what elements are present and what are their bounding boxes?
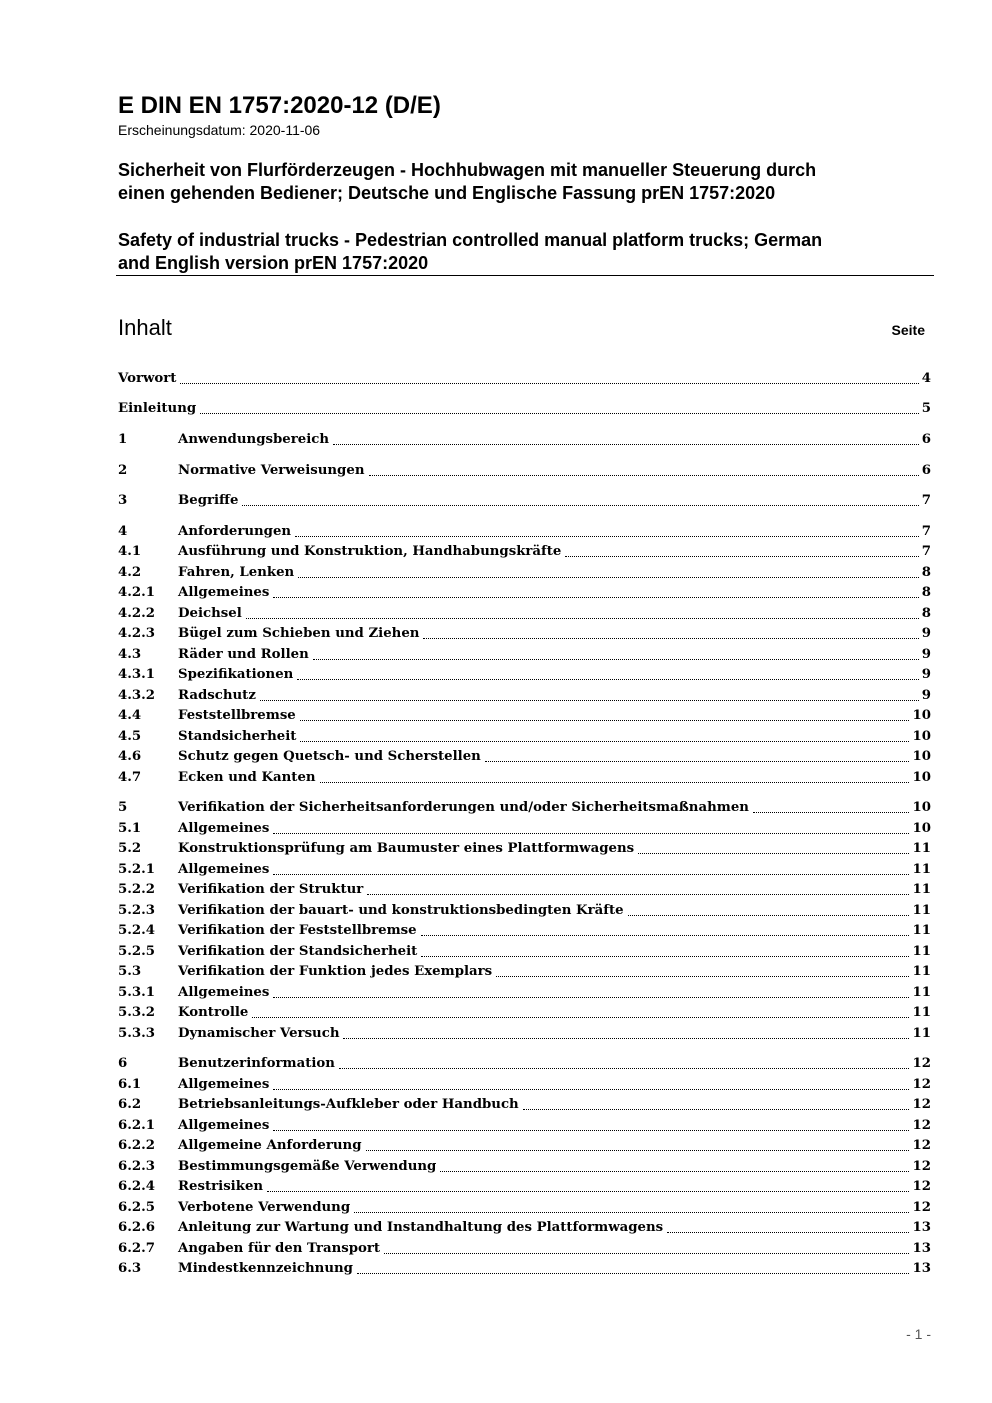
toc-entry-number: 4.2.1 <box>118 585 156 600</box>
toc-entry[interactable] <box>118 461 931 481</box>
toc-dot-leader <box>297 679 918 680</box>
toc-entry-page: 10 <box>912 708 931 723</box>
toc-entry-number: 4.3.2 <box>118 688 156 703</box>
toc-entry-page: 12 <box>912 1118 931 1133</box>
toc-entry-page: 10 <box>912 770 931 785</box>
toc-dot-leader <box>485 761 910 762</box>
toc-dot-leader <box>667 1232 909 1233</box>
toc-entry-title: Radschutz <box>178 688 256 703</box>
toc-entry[interactable] <box>118 369 931 389</box>
toc-dot-leader <box>298 577 919 578</box>
toc-entry[interactable] <box>118 399 931 419</box>
toc-dot-leader <box>496 976 909 977</box>
german-title-line: Sicherheit von Flurförderzeugen - Hochhubwagen mit manueller Steuerung durch <box>118 160 817 180</box>
toc-entry-number: 2 <box>118 463 128 478</box>
toc-entry-number: 3 <box>118 493 128 508</box>
toc-entry-number: 5.2.5 <box>118 944 156 959</box>
toc-entry-page: 11 <box>912 1026 931 1041</box>
toc-entry-number: 5.2.4 <box>118 923 156 938</box>
toc-entry-page: 13 <box>912 1241 931 1256</box>
toc-entry-number: 4.2.2 <box>118 606 156 621</box>
toc-entry-title: Ecken und Kanten <box>178 770 316 785</box>
toc-dot-leader <box>343 1038 909 1039</box>
toc-entry-number: 6.2.2 <box>118 1138 156 1153</box>
toc-dot-leader <box>565 556 918 557</box>
toc-entry-page: 12 <box>912 1159 931 1174</box>
toc-dot-leader <box>333 444 919 445</box>
toc-entry[interactable] <box>118 1136 931 1156</box>
toc-entry[interactable] <box>118 880 931 900</box>
toc-entry[interactable] <box>118 665 931 685</box>
toc-entry[interactable] <box>118 860 931 880</box>
toc-dot-leader <box>300 741 909 742</box>
toc-entry-title: Verifikation der Standsicherheit <box>178 944 418 959</box>
toc-dot-leader <box>753 812 910 813</box>
toc-entry-page: 9 <box>921 626 931 641</box>
toc-entry-title: Räder und Rollen <box>178 647 309 662</box>
toc-entry-number: 6.2.7 <box>118 1241 156 1256</box>
toc-entry-title: Fahren, Lenken <box>178 565 295 580</box>
toc-dot-leader <box>339 1068 910 1069</box>
toc-dot-leader <box>357 1273 910 1274</box>
toc-entry-title: Verifikation der bauart- und konstruktionsbedingten Kräfte <box>178 903 624 918</box>
toc-entry-title: Bestimmungsgemäße Verwendung <box>178 1159 437 1174</box>
toc-entry-number: 6.2.1 <box>118 1118 156 1133</box>
toc-dot-leader <box>354 1212 909 1213</box>
toc-dot-leader <box>273 997 909 998</box>
toc-entry-page: 10 <box>912 749 931 764</box>
toc-entry-page: 7 <box>921 524 931 539</box>
toc-entry[interactable] <box>118 1054 931 1074</box>
toc-entry-title: Allgemeine Anforderung <box>178 1138 362 1153</box>
toc-entry-page: 11 <box>912 923 931 938</box>
toc-entry-page: 6 <box>921 432 931 447</box>
toc-entry[interactable] <box>118 1095 931 1115</box>
toc-entry-number: 4.3 <box>118 647 142 662</box>
toc-entry[interactable] <box>118 798 931 818</box>
toc-entry[interactable] <box>118 1075 931 1095</box>
toc-entry-number: 4.7 <box>118 770 142 785</box>
toc-entry-number: 4.2.3 <box>118 626 156 641</box>
english-title-line: Safety of industrial trucks - Pedestrian controlled manual platform trucks; German <box>118 230 823 250</box>
toc-dot-leader <box>273 597 918 598</box>
toc-entry-title: Benutzerinformation <box>178 1056 335 1071</box>
toc-entry-title: Verifikation der Feststellbremse <box>178 923 417 938</box>
toc-entry-title: Mindestkennzeichnung <box>178 1261 353 1276</box>
toc-entry-page: 11 <box>912 841 931 856</box>
toc-entry-page: 9 <box>921 647 931 662</box>
toc-entry-number: 6.2.5 <box>118 1200 156 1215</box>
toc-dot-leader <box>267 1191 909 1192</box>
toc-entry-title: Betriebsanleitungs-Aufkleber oder Handbuch <box>178 1097 519 1112</box>
toc-entry-page: 12 <box>912 1077 931 1092</box>
toc-entry-title: Standsicherheit <box>178 729 297 744</box>
toc-entry[interactable] <box>118 921 931 941</box>
toc-entry-page: 11 <box>912 903 931 918</box>
toc-entry[interactable] <box>118 583 931 603</box>
toc-entry-page: 10 <box>912 821 931 836</box>
toc-entry[interactable] <box>118 983 931 1003</box>
toc-entry-title: Allgemeines <box>178 862 270 877</box>
toc-entry[interactable] <box>118 747 931 767</box>
toc-entry-page: 9 <box>921 688 931 703</box>
toc-dot-leader <box>252 1017 909 1018</box>
toc-entry-page: 7 <box>921 493 931 508</box>
toc-entry-page: 6 <box>921 463 931 478</box>
toc-entry-page: 11 <box>912 1005 931 1020</box>
toc-entry[interactable] <box>118 491 931 511</box>
toc-dot-leader <box>384 1253 909 1254</box>
toc-entry-page: 4 <box>921 371 931 386</box>
toc-dot-leader <box>313 659 919 660</box>
toc-entry-page: 13 <box>912 1220 931 1235</box>
toc-entry[interactable] <box>118 768 931 788</box>
toc-entry[interactable] <box>118 624 931 644</box>
toc-dot-leader <box>242 505 918 506</box>
english-title-line: and English version prEN 1757:2020 <box>118 253 429 273</box>
toc-entry-number: 1 <box>118 432 128 447</box>
toc-entry[interactable] <box>118 1218 931 1238</box>
toc-entry-title: Anleitung zur Wartung und Instandhaltung des Plattformwagens <box>178 1220 664 1235</box>
toc-entry-title: Begriffe <box>178 493 239 508</box>
toc-entry-title: Deichsel <box>178 606 242 621</box>
toc-entry-number: 5 <box>118 800 128 815</box>
toc-entry-title: Verifikation der Struktur <box>178 882 364 897</box>
toc-page-column-label: Seite <box>891 322 925 338</box>
toc-entry-title: Einleitung <box>118 401 197 416</box>
toc-entry-number: 5.3.2 <box>118 1005 156 1020</box>
toc-entry-number: 6.2.6 <box>118 1220 156 1235</box>
toc-entry-number: 6.2.4 <box>118 1179 156 1194</box>
toc-entry-page: 11 <box>912 882 931 897</box>
toc-entry-page: 11 <box>912 985 931 1000</box>
toc-entry[interactable] <box>118 1259 931 1279</box>
toc-entry-page: 10 <box>912 729 931 744</box>
toc-heading: Inhalt <box>118 315 172 340</box>
toc-entry[interactable] <box>118 819 931 839</box>
toc-entry-number: 4.4 <box>118 708 142 723</box>
toc-entry-page: 12 <box>912 1056 931 1071</box>
page-number: - 1 - <box>906 1326 931 1342</box>
toc-entry-page: 8 <box>921 565 931 580</box>
toc-dot-leader <box>273 874 909 875</box>
toc-entry[interactable] <box>118 522 931 542</box>
toc-entry-page: 11 <box>912 862 931 877</box>
toc-entry-number: 4.5 <box>118 729 142 744</box>
toc-entry-number: 6.1 <box>118 1077 142 1092</box>
toc-entry-number: 6 <box>118 1056 128 1071</box>
toc-entry[interactable] <box>118 706 931 726</box>
toc-entry-page: 7 <box>921 544 931 559</box>
toc-entry-title: Feststellbremse <box>178 708 296 723</box>
toc-entry[interactable] <box>118 686 931 706</box>
toc-dot-leader <box>421 956 909 957</box>
toc-entry-title: Anforderungen <box>178 524 292 539</box>
toc-entry-title: Bügel zum Schieben und Ziehen <box>178 626 420 641</box>
toc-dot-leader <box>320 782 910 783</box>
toc-entry-page: 12 <box>912 1200 931 1215</box>
toc-entry-number: 5.3.1 <box>118 985 156 1000</box>
toc-entry-page: 8 <box>921 606 931 621</box>
toc-entry-number: 6.3 <box>118 1261 142 1276</box>
toc-dot-leader <box>200 413 919 414</box>
toc-dot-leader <box>260 700 919 701</box>
toc-entry-title: Verifikation der Sicherheitsanforderungen und/oder Sicherheitsmaßnahmen <box>178 800 749 815</box>
toc-entry-title: Schutz gegen Quetsch- und Scherstellen <box>178 749 481 764</box>
toc-dot-leader <box>638 853 909 854</box>
toc-dot-leader <box>367 894 909 895</box>
toc-entry[interactable] <box>118 942 931 962</box>
toc-entry-title: Normative Verweisungen <box>178 463 365 478</box>
toc-dot-leader <box>180 383 918 384</box>
toc-entry[interactable] <box>118 1116 931 1136</box>
toc-dot-leader <box>423 638 918 639</box>
toc-entry[interactable] <box>118 430 931 450</box>
toc-dot-leader <box>273 1089 909 1090</box>
toc-entry-title: Spezifikationen <box>178 667 294 682</box>
toc-entry[interactable] <box>118 1239 931 1259</box>
english-title <box>118 229 934 275</box>
toc-entry-title: Verifikation der Funktion jedes Exemplars <box>178 964 493 979</box>
toc-dot-leader <box>523 1109 910 1110</box>
toc-entry[interactable] <box>118 839 931 859</box>
toc-entry[interactable] <box>118 1157 931 1177</box>
toc-dot-leader <box>369 475 919 476</box>
toc-entry-title: Allgemeines <box>178 1118 270 1133</box>
toc-entry-number: 4 <box>118 524 128 539</box>
toc-entry-page: 12 <box>912 1138 931 1153</box>
toc-dot-leader <box>366 1150 910 1151</box>
toc-entry-number: 4.3.1 <box>118 667 156 682</box>
toc-entry-number: 5.2.2 <box>118 882 156 897</box>
title-divider <box>116 275 934 276</box>
toc-entry-number: 5.2.3 <box>118 903 156 918</box>
german-title-line: einen gehenden Bediener; Deutsche und Englische Fassung prEN 1757:2020 <box>118 183 776 203</box>
toc-entry-page: 9 <box>921 667 931 682</box>
toc-entry-title: Restrisiken <box>178 1179 264 1194</box>
toc-entry-page: 11 <box>912 964 931 979</box>
german-title <box>118 159 934 205</box>
toc-entry-page: 8 <box>921 585 931 600</box>
document-id: E DIN EN 1757:2020-12 (D/E) <box>118 92 441 119</box>
toc-entry-title: Allgemeines <box>178 821 270 836</box>
toc-entry-title: Allgemeines <box>178 985 270 1000</box>
toc-entry[interactable] <box>118 1198 931 1218</box>
toc-entry[interactable] <box>118 645 931 665</box>
toc-entry-title: Verbotene Verwendung <box>178 1200 351 1215</box>
toc-entry[interactable] <box>118 727 931 747</box>
toc-dot-leader <box>273 1130 909 1131</box>
toc-entry-number: 4.1 <box>118 544 142 559</box>
toc-dot-leader <box>300 720 910 721</box>
toc-entry-page: 12 <box>912 1179 931 1194</box>
toc-entry-number: 5.3 <box>118 964 142 979</box>
toc-entry-title: Kontrolle <box>178 1005 249 1020</box>
toc-entry-title: Allgemeines <box>178 585 270 600</box>
toc-entry[interactable] <box>118 1177 931 1197</box>
toc-entry-title: Ausführung und Konstruktion, Handhabungskräfte <box>178 544 562 559</box>
toc-entry-number: 4.6 <box>118 749 142 764</box>
toc-entry-number: 5.2.1 <box>118 862 156 877</box>
toc-dot-leader <box>273 833 909 834</box>
toc-entry-number: 5.3.3 <box>118 1026 156 1041</box>
toc-entry[interactable] <box>118 1024 931 1044</box>
toc-entry-title: Allgemeines <box>178 1077 270 1092</box>
toc-entry-page: 10 <box>912 800 931 815</box>
toc-entry-number: 4.2 <box>118 565 142 580</box>
toc-entry-number: 5.2 <box>118 841 142 856</box>
toc-entry-number: 5.1 <box>118 821 142 836</box>
publication-date: Erscheinungsdatum: 2020-11-06 <box>118 122 321 138</box>
toc-entry-page: 5 <box>921 401 931 416</box>
toc-dot-leader <box>295 536 919 537</box>
toc-dot-leader <box>628 915 910 916</box>
toc-dot-leader <box>246 618 919 619</box>
toc-entry[interactable] <box>118 1003 931 1023</box>
toc-entry[interactable] <box>118 962 931 982</box>
toc-entry-title: Anwendungsbereich <box>178 432 330 447</box>
toc-entry-number: 6.2 <box>118 1097 142 1112</box>
toc-dot-leader <box>421 935 910 936</box>
toc-entry-page: 12 <box>912 1097 931 1112</box>
toc-entry-title: Vorwort <box>118 371 177 386</box>
toc-entry-number: 6.2.3 <box>118 1159 156 1174</box>
toc-entry[interactable] <box>118 563 931 583</box>
toc-entry-page: 11 <box>912 944 931 959</box>
toc-entry[interactable] <box>118 604 931 624</box>
toc-entry-title: Dynamischer Versuch <box>178 1026 340 1041</box>
toc-entry-title: Konstruktionsprüfung am Baumuster eines Plattformwagens <box>178 841 635 856</box>
toc-entry[interactable] <box>118 542 931 562</box>
toc-entry[interactable] <box>118 901 931 921</box>
toc-dot-leader <box>440 1171 909 1172</box>
toc-entry-title: Angaben für den Transport <box>178 1241 381 1256</box>
toc-entry-page: 13 <box>912 1261 931 1276</box>
